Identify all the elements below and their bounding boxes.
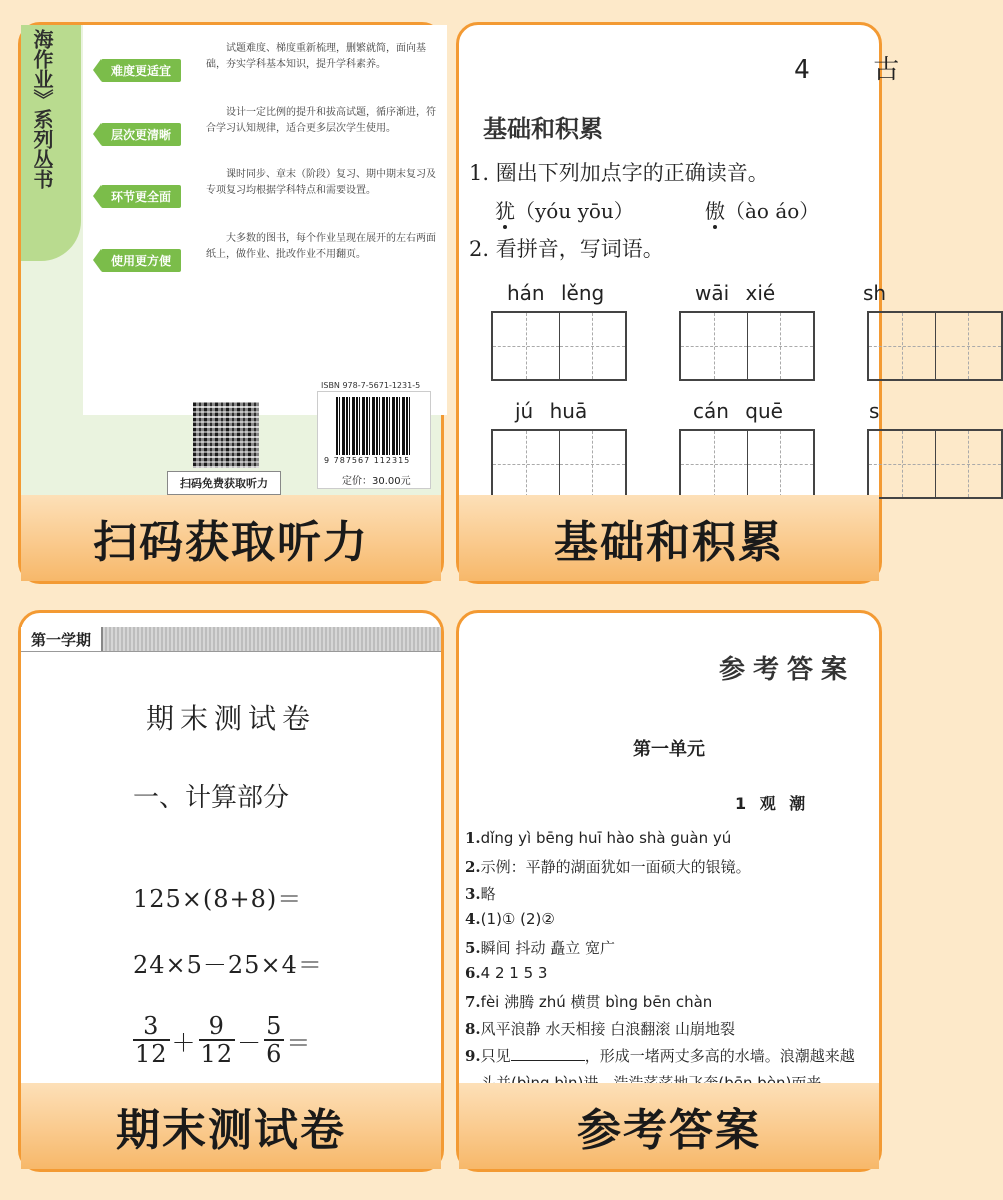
fraction-expression <box>133 1013 313 1067</box>
barcode-box <box>317 391 431 489</box>
feature-text: 课时同步、章末（阶段）复习、期中期末复习及专项复习均根据学科特点和需要设置。 <box>206 169 436 196</box>
reading-item <box>495 195 634 224</box>
math-expression: 24×5－25×4＝ <box>133 951 323 979</box>
writing-grid[interactable] <box>867 429 1003 499</box>
pinyin-label: sh <box>863 281 887 305</box>
answers-title: 参考答案 <box>718 655 855 685</box>
answer-line: 3.略 <box>465 885 496 903</box>
answer-line: 4.(1)① (2)② <box>465 910 555 928</box>
feature-tag: 难度更适宜 <box>101 59 181 82</box>
writing-grid[interactable] <box>679 429 815 499</box>
barcode-icon <box>336 397 412 455</box>
answer-line: 7.fèi 沸腾 zhú 横贯 bìng bēn chàn <box>465 993 713 1011</box>
question-2: 2. 看拼音，写词语。 <box>469 237 664 261</box>
operator: ＋ <box>171 1028 197 1057</box>
answer-line: 8.风平浪静 水天相接 白浪翻滚 山崩地裂 <box>465 1020 735 1038</box>
panel-basics <box>456 22 924 584</box>
pinyin-label: wāi xié <box>695 281 776 305</box>
operator: － <box>237 1028 263 1057</box>
panel-caption: 期末测试卷 <box>21 1083 441 1169</box>
feature-item <box>101 105 441 155</box>
feature-item <box>101 41 441 91</box>
feature-text: 试题难度、梯度重新梳理，删繁就简，面向基础，夯实学科基本知识，提升学科素养。 <box>206 43 426 70</box>
reading-item <box>705 195 819 224</box>
section-title: 基础和积累 <box>483 115 603 143</box>
answer-line: 2.示例：平静的湖面犹如一面硕大的银镜。 <box>465 858 751 876</box>
qr-code-icon[interactable] <box>193 402 259 468</box>
lesson-number: 4 古 <box>794 55 924 85</box>
panel-caption: 参考答案 <box>459 1083 879 1169</box>
writing-grid[interactable] <box>491 311 627 381</box>
math-expression: 125×(8+8)＝ <box>133 885 303 913</box>
panel-back-cover <box>18 22 444 584</box>
panel-caption: 基础和积累 <box>459 495 879 581</box>
answer-line: 1.dǐng yì bēng huī hào shà guàn yú <box>465 829 732 847</box>
lesson-title: 1 观 潮 <box>735 794 806 813</box>
answer-line: 5.瞬间 抖动 矗立 宽广 <box>465 939 615 957</box>
series-title: 海作业》系列丛书 <box>30 29 54 189</box>
divider <box>21 651 441 652</box>
feature-tag: 使用更方便 <box>101 249 181 272</box>
answer-blank[interactable] <box>511 1046 585 1061</box>
question-1: 1. 圈出下列加点字的正确读音。 <box>469 161 769 185</box>
exam-section-heading: 一、计算部分 <box>133 783 290 813</box>
exam-title: 期末测试卷 <box>145 702 316 735</box>
feature-item <box>101 167 441 217</box>
feature-tag: 层次更清晰 <box>101 123 181 146</box>
qr-label: 扫码免费获取听力 <box>167 471 281 495</box>
price-text: 定价：30.00元 <box>342 476 411 487</box>
feature-item <box>101 231 441 281</box>
equals-sign: ＝ <box>286 1028 312 1057</box>
fraction: $\frac{5}{6}$ <box>266 1012 283 1068</box>
term-label: 第一学期 <box>21 627 103 651</box>
term-header-bar <box>21 627 441 651</box>
panel-final-exam <box>18 610 444 1172</box>
pinyin-options: （yóu yōu） <box>515 199 634 223</box>
series-band <box>21 25 81 261</box>
feature-tag: 环节更全面 <box>101 185 181 208</box>
feature-text: 设计一定比例的提升和拔高试题，循序渐进，符合学习认知规律，适合更多层次学生使用。 <box>206 107 436 134</box>
feature-text: 大多数的图书，每个作业呈现在展开的左右两面纸上，做作业、批改作业不用翻页。 <box>206 233 436 260</box>
pinyin-options: （ào áo） <box>725 199 820 223</box>
dotted-char: 犹 <box>495 199 515 223</box>
answer-line: 9.只见 ，形成一堵两丈多高的水墙。浪潮越来越 <box>465 1047 855 1065</box>
pinyin-label: jú huā <box>515 399 588 423</box>
pinyin-label: hán lěng <box>507 281 605 305</box>
panel-answers <box>456 610 882 1172</box>
unit-title: 第一单元 <box>633 739 705 760</box>
dotted-char: 傲 <box>705 199 725 223</box>
writing-grid[interactable] <box>679 311 815 381</box>
answer-line: 6.4 2 1 5 3 <box>465 964 548 982</box>
pinyin-label: cán quē <box>693 399 783 423</box>
panel-caption: 扫码获取听力 <box>21 495 441 581</box>
writing-grid[interactable] <box>491 429 627 499</box>
barcode-digits: 9 787567 112315 <box>324 456 411 465</box>
pinyin-label: s <box>869 399 880 423</box>
writing-grid[interactable] <box>867 311 1003 381</box>
fraction: $\frac{3}{12}$ <box>135 1012 168 1068</box>
isbn-text: ISBN 978-7-5671-1231-5 <box>321 381 421 390</box>
fraction: $\frac{9}{12}$ <box>200 1012 234 1068</box>
